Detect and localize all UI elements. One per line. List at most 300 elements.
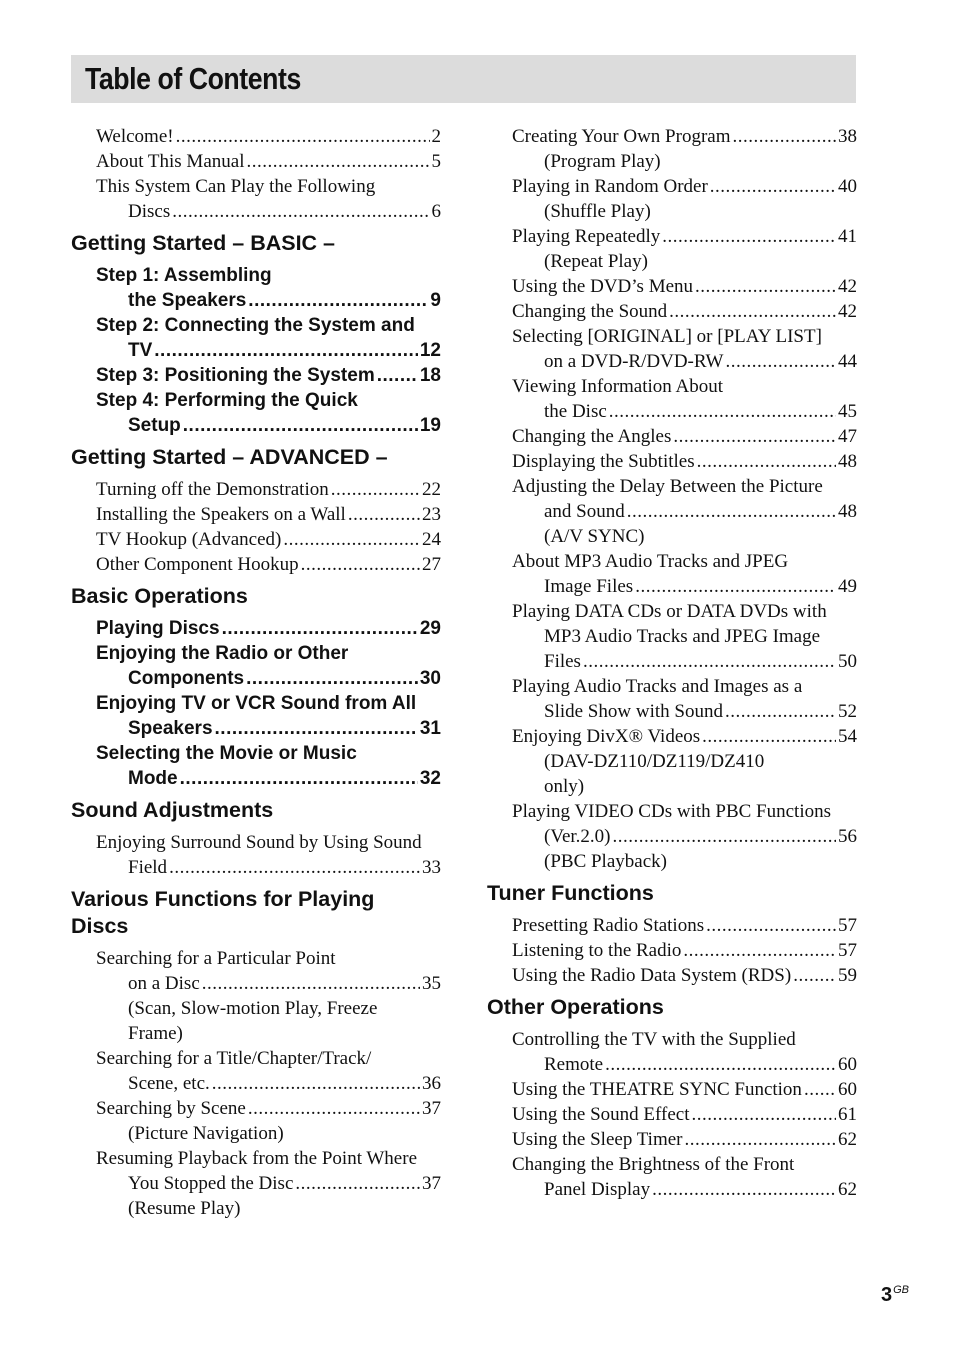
dot-leader — [692, 1102, 837, 1127]
toc-entry-text: Playing Audio Tracks and Images as a — [512, 676, 803, 697]
toc-page-number: 44 — [838, 351, 857, 372]
toc-entry — [512, 674, 857, 724]
toc-entry — [512, 963, 857, 988]
section-heading — [487, 880, 857, 907]
toc-entry-line — [96, 1046, 441, 1071]
toc-entry-text: Turning off the Demonstration — [96, 479, 329, 500]
toc-entry-text: Creating Your Own Program — [512, 126, 731, 147]
section-heading-line: Getting Started – ADVANCED – — [71, 445, 388, 469]
toc-entry-text: Searching for a Title/Chapter/Track/ — [96, 1048, 372, 1069]
page-number-value: 3 — [881, 1284, 893, 1306]
section-heading-line: Various Functions for Playing — [71, 887, 375, 911]
toc-entry-line — [512, 699, 857, 724]
toc-entry — [512, 474, 857, 549]
toc-entry-line — [512, 1177, 857, 1202]
toc-entry-line — [512, 274, 857, 299]
toc-entry-text: Selecting [ORIGINAL] or [PLAY LIST] — [512, 326, 822, 347]
toc-entry-line — [96, 527, 441, 552]
toc-left-column — [71, 124, 441, 1225]
toc-entry-note — [96, 1196, 441, 1221]
dot-leader — [183, 413, 418, 438]
toc-entry-text: Enjoying the Radio or Other — [96, 643, 349, 664]
toc-entry-line — [512, 1077, 857, 1102]
toc-entry-note-text: (PBC Playback) — [544, 851, 667, 872]
toc-entry — [96, 616, 441, 641]
toc-entry-text: Speakers — [128, 718, 213, 739]
toc-page-number: 5 — [431, 151, 441, 172]
toc-entry-text: Step 2: Connecting the System and — [96, 315, 415, 336]
toc-entry — [96, 946, 441, 1046]
dot-leader — [154, 338, 418, 363]
toc-entry-line — [96, 552, 441, 577]
toc-entry-text: Using the THEATRE SYNC Function — [512, 1079, 802, 1100]
dot-leader — [248, 1096, 420, 1121]
toc-page-number: 62 — [838, 1179, 857, 1200]
dot-leader — [172, 199, 429, 224]
toc-entry-text: Installing the Speakers on a Wall — [96, 504, 346, 525]
toc-page-number: 37 — [422, 1173, 441, 1194]
toc-entry — [512, 1127, 857, 1152]
toc-entry-line — [96, 263, 441, 288]
dot-leader — [202, 971, 420, 996]
toc-entry-line — [512, 913, 857, 938]
dot-leader — [684, 1127, 836, 1152]
toc-entry-line — [512, 599, 857, 624]
toc-entry-line — [512, 499, 857, 524]
dot-leader — [609, 399, 836, 424]
toc-entry-text: Playing VIDEO CDs with PBC Functions — [512, 801, 831, 822]
section-heading-line: Getting Started – BASIC – — [71, 231, 336, 255]
toc-entry-text: on a Disc — [128, 973, 200, 994]
toc-entry — [512, 1102, 857, 1127]
dot-leader — [635, 574, 836, 599]
toc-entry-text: (Ver.2.0) — [544, 826, 611, 847]
toc-entry-line — [512, 474, 857, 499]
page-title: Table of Contents — [85, 61, 301, 96]
dot-leader — [612, 824, 836, 849]
toc-entry-text: Using the Sleep Timer — [512, 1129, 683, 1150]
section-heading-line: Discs — [71, 914, 129, 938]
toc-page-number: 48 — [838, 501, 857, 522]
toc-entry-text: Other Component Hookup — [96, 554, 299, 575]
toc-entry-text: Step 3: Positioning the System — [96, 365, 375, 386]
section-heading — [71, 444, 441, 471]
toc-entry — [512, 274, 857, 299]
toc-entry-text: Controlling the TV with the Supplied — [512, 1029, 796, 1050]
toc-entry-text: Changing the Sound — [512, 301, 668, 322]
dot-leader — [283, 527, 420, 552]
toc-entry-text: Step 4: Performing the Quick — [96, 390, 358, 411]
toc-entry-line — [512, 349, 857, 374]
toc-entry-line — [512, 549, 857, 574]
toc-entry-line — [512, 299, 857, 324]
toc-page-number: 9 — [430, 290, 441, 311]
toc-entry-text: TV Hookup (Advanced) — [96, 529, 282, 550]
toc-entry — [512, 374, 857, 424]
dot-leader — [710, 174, 836, 199]
toc-entry — [512, 449, 857, 474]
toc-entry-text: Files — [544, 651, 581, 672]
toc-entry-group — [71, 263, 441, 438]
toc-entry-line — [96, 338, 441, 363]
toc-entry-line — [512, 824, 857, 849]
toc-entry-note — [512, 199, 857, 224]
section-heading-line: Basic Operations — [71, 584, 248, 608]
toc-entry-text: Using the Sound Effect — [512, 1104, 690, 1125]
toc-entry-line — [96, 502, 441, 527]
toc-entry-line — [96, 830, 441, 855]
section-heading — [71, 797, 441, 824]
toc-entry-text: on a DVD-R/DVD-RW — [544, 351, 724, 372]
toc-entry — [512, 549, 857, 599]
toc-entry-line — [96, 1171, 441, 1196]
toc-entry — [96, 741, 441, 791]
toc-entry — [96, 691, 441, 741]
toc-page-number: 33 — [422, 857, 441, 878]
toc-entry-line — [96, 1096, 441, 1121]
toc-entry-note-text: (A/V SYNC) — [544, 526, 645, 547]
toc-entry-note — [512, 774, 857, 799]
toc-entry-line — [512, 799, 857, 824]
toc-page-number: 30 — [419, 668, 441, 689]
toc-entry-line — [96, 741, 441, 766]
dot-leader — [669, 299, 836, 324]
dot-leader — [295, 1171, 420, 1196]
dot-leader — [583, 649, 836, 674]
toc-entry — [512, 1077, 857, 1102]
toc-entry-group — [71, 124, 441, 224]
toc-entry-text: Enjoying Surround Sound by Using Sound — [96, 832, 422, 853]
toc-page-number: 56 — [838, 826, 857, 847]
toc-entry-text: Slide Show with Sound — [544, 701, 723, 722]
toc-entry — [96, 552, 441, 577]
toc-entry-line — [96, 971, 441, 996]
dot-leader — [725, 699, 836, 724]
toc-entry-line — [96, 149, 441, 174]
toc-entry-text: Components — [128, 668, 245, 689]
toc-entry-group — [71, 616, 441, 791]
toc-entry-line — [512, 449, 857, 474]
toc-entry — [96, 149, 441, 174]
toc-entry-note-text: (Scan, Slow-motion Play, Freeze — [128, 998, 378, 1019]
toc-entry-note-text: (Resume Play) — [128, 1198, 241, 1219]
dot-leader — [804, 1077, 836, 1102]
toc-page-number: 49 — [838, 576, 857, 597]
toc-page-number: 35 — [422, 973, 441, 994]
toc-entry-line — [96, 199, 441, 224]
toc-entry-note — [512, 149, 857, 174]
toc-entry-text: the Speakers — [128, 290, 247, 311]
toc-page-number: 12 — [419, 340, 441, 361]
toc-entry-line — [96, 288, 441, 313]
toc-entry-note — [512, 849, 857, 874]
toc-entry-note — [96, 996, 441, 1021]
dot-leader — [246, 149, 429, 174]
toc-entry-text: Viewing Information About — [512, 376, 723, 397]
toc-entry-line — [96, 313, 441, 338]
dot-leader — [695, 274, 836, 299]
toc-entry-text: Scene, etc. — [128, 1073, 210, 1094]
toc-entry — [512, 938, 857, 963]
toc-entry-text: Searching for a Particular Point — [96, 948, 336, 969]
toc-page-number: 18 — [419, 365, 441, 386]
toc-entry-text: Discs — [128, 201, 171, 222]
toc-entry-text: Remote — [544, 1054, 604, 1075]
toc-page-number: 2 — [431, 126, 441, 147]
toc-entry-group — [71, 830, 441, 880]
toc-entry-line — [512, 674, 857, 699]
toc-entry — [96, 830, 441, 880]
section-heading — [71, 230, 441, 257]
dot-leader — [673, 424, 836, 449]
toc-entry — [512, 724, 857, 799]
toc-entry-line — [512, 324, 857, 349]
toc-page-number: 57 — [838, 915, 857, 936]
section-heading — [487, 994, 857, 1021]
toc-entry-line — [96, 124, 441, 149]
toc-entry-line — [512, 124, 857, 149]
toc-entry-text: and Sound — [544, 501, 625, 522]
toc-entry-text: Changing the Brightness of the Front — [512, 1154, 795, 1175]
toc-entry-text: Image Files — [544, 576, 634, 597]
toc-entry-group — [71, 477, 441, 577]
dot-leader — [683, 938, 836, 963]
toc-entry — [512, 424, 857, 449]
dot-leader — [348, 502, 420, 527]
toc-right-column — [487, 124, 857, 1206]
toc-page-number: 42 — [838, 276, 857, 297]
toc-entry — [96, 263, 441, 313]
toc-entry-text: This System Can Play the Following — [96, 176, 376, 197]
toc-entry-text: Presetting Radio Stations — [512, 915, 705, 936]
toc-entry-line — [96, 666, 441, 691]
dot-leader — [725, 349, 836, 374]
toc-page-number: 22 — [422, 479, 441, 500]
toc-page-number: 37 — [422, 1098, 441, 1119]
toc-page-number: 47 — [838, 426, 857, 447]
toc-page-number: 52 — [838, 701, 857, 722]
toc-entry — [512, 599, 857, 674]
toc-page-number: 31 — [419, 718, 441, 739]
toc-page-number: 6 — [431, 201, 441, 222]
toc-entry-line — [512, 938, 857, 963]
dot-leader — [662, 224, 836, 249]
toc-entry-text: MP3 Audio Tracks and JPEG Image — [544, 626, 821, 647]
section-heading — [71, 886, 441, 940]
section-heading-line: Other Operations — [487, 995, 664, 1019]
toc-entry-text: About MP3 Audio Tracks and JPEG — [512, 551, 789, 572]
toc-page-number: 62 — [838, 1129, 857, 1150]
toc-entry-line — [512, 1052, 857, 1077]
toc-entry-text: Playing in Random Order — [512, 176, 708, 197]
toc-entry-note — [512, 524, 857, 549]
toc-entry-note — [96, 1021, 441, 1046]
toc-entry — [512, 913, 857, 938]
toc-entry — [96, 124, 441, 149]
toc-entry-line — [512, 724, 857, 749]
dot-leader — [180, 766, 418, 791]
toc-entry-line — [512, 1127, 857, 1152]
toc-entry-line — [96, 691, 441, 716]
toc-entry-text: Enjoying DivX® Videos — [512, 726, 701, 747]
toc-entry — [512, 299, 857, 324]
page-number-suffix: GB — [893, 1284, 910, 1296]
dot-leader — [652, 1177, 836, 1202]
toc-entry-text: Field — [128, 857, 168, 878]
toc-entry — [512, 324, 857, 374]
toc-entry-text: Playing DATA CDs or DATA DVDs with — [512, 601, 827, 622]
toc-page-number: 57 — [838, 940, 857, 961]
toc-entry-group — [487, 913, 857, 988]
dot-leader — [733, 124, 837, 149]
toc-entry-line — [96, 363, 441, 388]
toc-entry-text: Step 1: Assembling — [96, 265, 272, 286]
toc-page-number: 45 — [838, 401, 857, 422]
toc-entry-line — [512, 1027, 857, 1052]
toc-entry-note-text: Frame) — [128, 1023, 183, 1044]
toc-entry-line — [512, 963, 857, 988]
toc-entry — [512, 1152, 857, 1202]
dot-leader — [215, 716, 418, 741]
toc-entry-line — [96, 477, 441, 502]
toc-entry — [96, 363, 441, 388]
toc-entry-text: Listening to the Radio — [512, 940, 682, 961]
toc-entry — [96, 1096, 441, 1146]
dot-leader — [377, 363, 418, 388]
toc-entry-note-text: only) — [544, 776, 585, 797]
toc-entry-note — [512, 249, 857, 274]
toc-page-number: 19 — [419, 415, 441, 436]
section-heading-line: Sound Adjustments — [71, 798, 274, 822]
dot-leader — [702, 724, 836, 749]
toc-entry — [512, 174, 857, 224]
dot-leader — [697, 449, 836, 474]
toc-entry — [96, 641, 441, 691]
dot-leader — [246, 666, 418, 691]
toc-entry-note-text: (Repeat Play) — [544, 251, 648, 272]
title-bar — [71, 55, 856, 103]
toc-page-number: 41 — [838, 226, 857, 247]
toc-entry-line — [96, 641, 441, 666]
toc-page-number: 54 — [838, 726, 857, 747]
toc-entry — [96, 527, 441, 552]
dot-leader — [176, 124, 430, 149]
toc-entry-line — [96, 855, 441, 880]
toc-entry-line — [96, 946, 441, 971]
toc-entry-note-text: (Shuffle Play) — [544, 201, 651, 222]
toc-entry-line — [512, 374, 857, 399]
toc-page-number: 48 — [838, 451, 857, 472]
toc-page-number: 24 — [422, 529, 441, 550]
dot-leader — [169, 855, 420, 880]
toc-entry-line — [96, 1071, 441, 1096]
toc-entry — [96, 174, 441, 224]
toc-entry-line — [512, 649, 857, 674]
toc-entry-note — [512, 749, 857, 774]
toc-entry-text: Playing Discs — [96, 618, 220, 639]
toc-entry-group — [487, 124, 857, 874]
toc-page-number: 29 — [419, 618, 441, 639]
toc-entry-text: Mode — [128, 768, 178, 789]
toc-entry-line — [512, 399, 857, 424]
toc-entry — [512, 224, 857, 274]
toc-entry-line — [96, 388, 441, 413]
toc-entry-text: Setup — [128, 415, 181, 436]
toc-page-number: 23 — [422, 504, 441, 525]
toc-page-number: 50 — [838, 651, 857, 672]
section-heading-line: Tuner Functions — [487, 881, 654, 905]
section-heading — [71, 583, 441, 610]
toc-entry-line — [512, 1102, 857, 1127]
toc-page-number: 42 — [838, 301, 857, 322]
dot-leader — [248, 288, 428, 313]
toc-entry-text: About This Manual — [96, 151, 245, 172]
toc-entry-text: the Disc — [544, 401, 607, 422]
toc-entry-line — [96, 174, 441, 199]
toc-page-number: 60 — [838, 1054, 857, 1075]
toc-entry-note — [96, 1121, 441, 1146]
toc-entry-group — [487, 1027, 857, 1202]
toc-entry-text: Displaying the Subtitles — [512, 451, 695, 472]
dot-leader — [331, 477, 420, 502]
toc-entry-line — [512, 174, 857, 199]
toc-entry-line — [96, 413, 441, 438]
toc-entry-note-text: (DAV-DZ110/DZ119/DZ410 — [544, 751, 765, 772]
toc-entry-text: Resuming Playback from the Point Where — [96, 1148, 418, 1169]
toc-page-number: 61 — [838, 1104, 857, 1125]
toc-entry-note-text: (Picture Navigation) — [128, 1123, 284, 1144]
toc-entry-text: Selecting the Movie or Music — [96, 743, 357, 764]
toc-entry-line — [512, 424, 857, 449]
dot-leader — [301, 552, 420, 577]
toc-page-number: 36 — [422, 1073, 441, 1094]
page-number — [881, 1284, 909, 1307]
toc-entry-line — [512, 224, 857, 249]
toc-entry — [512, 1027, 857, 1077]
toc-entry — [96, 388, 441, 438]
toc-entry-line — [96, 766, 441, 791]
dot-leader — [212, 1071, 420, 1096]
toc-entry-text: You Stopped the Disc — [128, 1173, 294, 1194]
toc-entry-text: Adjusting the Delay Between the Picture — [512, 476, 823, 497]
toc-page-number: 60 — [838, 1079, 857, 1100]
toc-entry-line — [512, 1152, 857, 1177]
dot-leader — [793, 963, 836, 988]
toc-entry-text: Using the Radio Data System (RDS) — [512, 965, 792, 986]
toc-entry-text: Changing the Angles — [512, 426, 672, 447]
toc-entry-note-text: (Program Play) — [544, 151, 661, 172]
toc-entry-line — [512, 624, 857, 649]
toc-entry — [512, 124, 857, 174]
toc-entry-text: Panel Display — [544, 1179, 651, 1200]
toc-page-number: 38 — [838, 126, 857, 147]
toc-entry — [512, 799, 857, 874]
toc-entry-text: Playing Repeatedly — [512, 226, 661, 247]
toc-entry-text: Searching by Scene — [96, 1098, 246, 1119]
toc-entry — [96, 502, 441, 527]
dot-leader — [627, 499, 836, 524]
toc-entry-line — [512, 574, 857, 599]
toc-entry-line — [96, 616, 441, 641]
toc-entry-text: Welcome! — [96, 126, 174, 147]
toc-page-number: 32 — [419, 768, 441, 789]
toc-entry-group — [71, 946, 441, 1221]
toc-entry-text: Enjoying TV or VCR Sound from All — [96, 693, 417, 714]
toc-entry — [96, 313, 441, 363]
toc-entry-line — [96, 1146, 441, 1171]
toc-page-number: 40 — [838, 176, 857, 197]
toc-entry-text: Using the DVD’s Menu — [512, 276, 694, 297]
